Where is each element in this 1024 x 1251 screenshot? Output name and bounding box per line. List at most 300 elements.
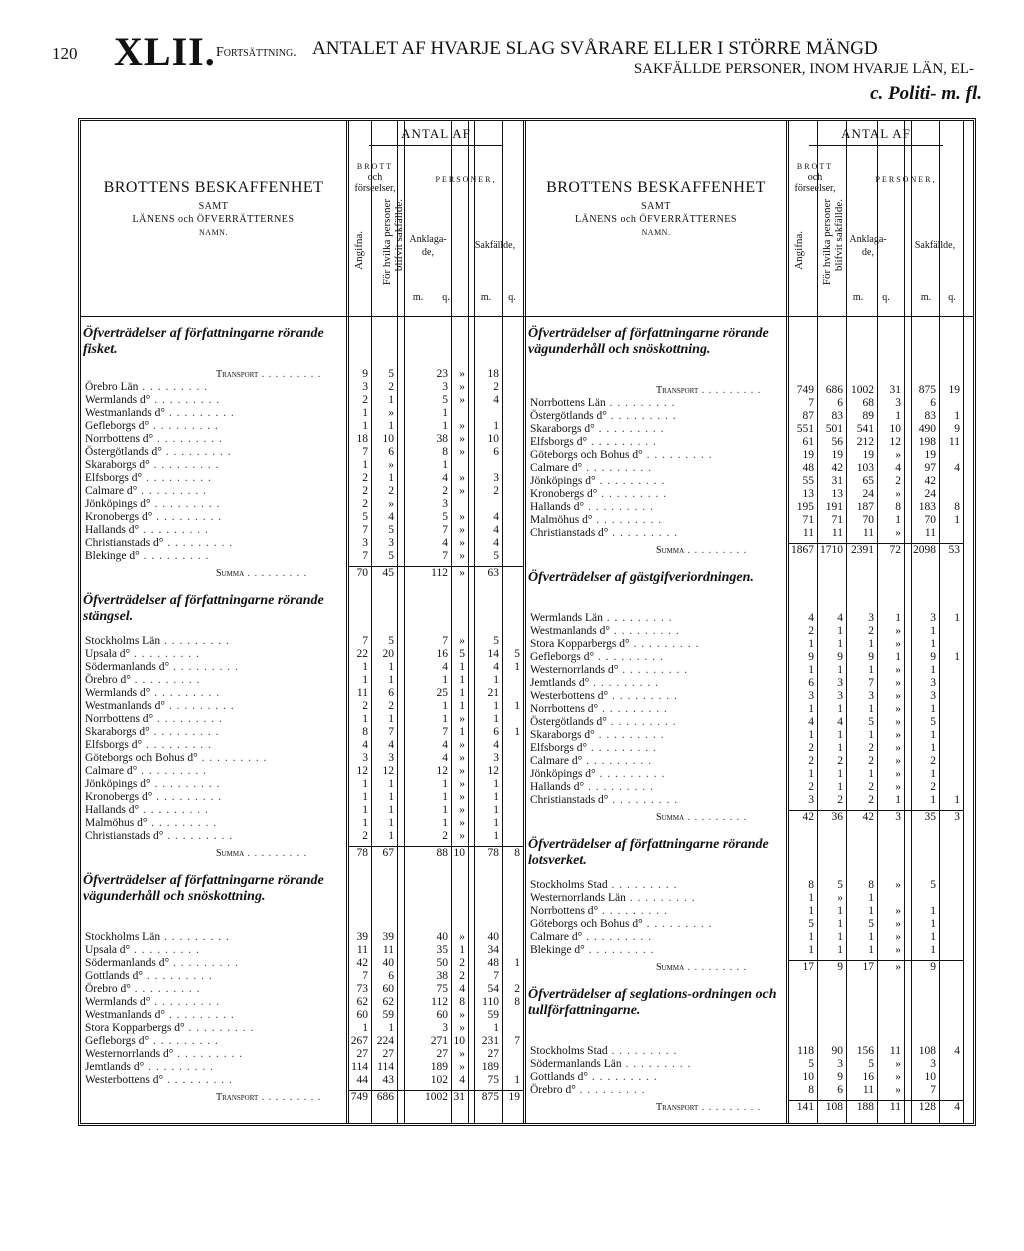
row-label xyxy=(530,703,668,716)
row-label xyxy=(85,687,220,700)
value-cell: 97 xyxy=(924,462,936,474)
value-cell: 7 xyxy=(388,726,394,738)
value-cell: 5 xyxy=(388,635,394,647)
leader-dots: . . . . . . . . . xyxy=(150,778,221,790)
leader-dots: . . . . . . . . . xyxy=(169,661,239,673)
table-row xyxy=(81,635,523,648)
row-label xyxy=(530,768,665,781)
row-label xyxy=(85,485,207,498)
value-cell: 4 xyxy=(493,537,499,549)
row-label-text: Wermlands d° xyxy=(85,687,151,699)
value-cell: 3 xyxy=(930,612,936,624)
row-label-text: Norrbottens Län xyxy=(530,397,606,409)
value-cell: 11 xyxy=(889,1045,901,1057)
leader-dots: . . . . . . . . . xyxy=(584,501,654,513)
value-cell: 3 xyxy=(837,677,843,689)
table-row xyxy=(526,1058,1024,1071)
value-cell: 5 xyxy=(442,394,448,406)
row-label-text: Calmare d° xyxy=(530,931,583,943)
brott-label: BROTT xyxy=(796,162,834,171)
row-label xyxy=(530,1058,691,1071)
value-cell: 4 xyxy=(837,716,843,728)
row-label-text: Norrbottens d° xyxy=(530,703,599,715)
value-cell: 3 xyxy=(493,472,499,484)
value-cell: 1 xyxy=(868,944,874,956)
value-cell: 1 xyxy=(459,944,465,956)
leader-dots: . . . . . . . . . xyxy=(137,765,207,777)
summary-row xyxy=(81,567,523,580)
value-cell: 1 xyxy=(459,687,465,699)
leader-dots: . . . . . . . . . xyxy=(152,791,223,803)
value-cell: 4 xyxy=(459,1074,465,1086)
row-label-text: Summa xyxy=(216,848,245,859)
row-label-text: Transport xyxy=(656,385,699,396)
value-cell: 11 xyxy=(356,944,368,956)
value-cell: 7 xyxy=(808,397,814,409)
value-cell: 1 xyxy=(514,700,520,712)
row-label-text: Elfsborgs d° xyxy=(530,742,588,754)
row-label xyxy=(656,811,747,824)
value-cell: 27 xyxy=(382,1048,394,1060)
row-label xyxy=(85,1009,235,1022)
value-cell: 56 xyxy=(831,436,843,448)
value-cell: 2 xyxy=(895,475,901,487)
leader-dots: . . . . . . . . . xyxy=(610,625,680,637)
value-cell: 31 xyxy=(889,384,901,396)
value-cell: 1 xyxy=(493,830,499,842)
row-label xyxy=(85,957,239,970)
value-cell: 16 xyxy=(436,648,448,660)
value-cell: 7 xyxy=(868,677,874,689)
table-row xyxy=(81,394,523,407)
value-cell: » xyxy=(895,1058,901,1070)
row-label-text: Transport xyxy=(216,1092,259,1103)
value-cell: 4 xyxy=(954,1045,960,1057)
leader-dots: . . . . . . . . . xyxy=(163,537,234,549)
value-cell: 1 xyxy=(493,420,499,432)
value-cell: 1 xyxy=(442,778,448,790)
value-cell: 89 xyxy=(862,410,874,422)
value-cell: 5 xyxy=(514,648,520,660)
leader-dots: . . . . . . . . . xyxy=(582,755,652,767)
value-cell: » xyxy=(895,768,901,780)
table-row xyxy=(81,817,523,830)
value-cell: » xyxy=(895,664,901,676)
table-row xyxy=(81,1074,523,1087)
header-angifna: Angifna. xyxy=(353,231,365,270)
value-cell: 9 xyxy=(954,423,960,435)
antal-underline xyxy=(809,145,943,146)
row-label xyxy=(85,700,235,713)
row-label xyxy=(85,752,267,765)
value-cell: 43 xyxy=(382,1074,394,1086)
value-cell: 19 xyxy=(831,449,843,461)
header-anklagade: Anklaga-de, xyxy=(409,234,447,258)
table-row xyxy=(81,970,523,983)
value-cell: 63 xyxy=(487,567,499,579)
value-cell: 24 xyxy=(924,488,936,500)
value-cell: 1 xyxy=(493,804,499,816)
row-label-text: Stockholms Län xyxy=(85,635,161,647)
leader-dots: . . . . . . . . . xyxy=(595,475,666,487)
header-q-unit: q. xyxy=(442,292,450,303)
value-cell: 3 xyxy=(930,1058,936,1070)
table-row xyxy=(81,1022,523,1035)
value-cell: 4 xyxy=(808,612,814,624)
row-label-text: Westerbottens d° xyxy=(530,690,609,702)
row-label-text: Södermanlands Län xyxy=(530,1058,622,1070)
value-cell: 1 xyxy=(362,407,368,419)
value-cell: 114 xyxy=(351,1061,368,1073)
table-row xyxy=(526,768,1024,781)
header-brott-forseelser xyxy=(789,161,841,194)
value-cell: 3 xyxy=(930,677,936,689)
row-label xyxy=(85,511,222,524)
value-cell: 4 xyxy=(493,511,499,523)
value-cell: 45 xyxy=(382,567,394,579)
value-cell: 7 xyxy=(442,550,448,562)
value-cell: » xyxy=(895,905,901,917)
value-cell: 2 xyxy=(493,381,499,393)
value-cell: 1 xyxy=(442,420,448,432)
header-sakfallde: Sakfällde, xyxy=(474,240,516,251)
value-cell: 7 xyxy=(930,1084,936,1096)
row-label-text: Jemtlands d° xyxy=(85,1061,145,1073)
table-row xyxy=(526,781,1024,794)
row-label-text: Transport xyxy=(216,369,259,380)
value-cell: 2 xyxy=(388,485,394,497)
value-cell: 1 xyxy=(895,410,901,422)
value-cell: 18 xyxy=(487,368,499,380)
value-cell: 75 xyxy=(487,1074,499,1086)
value-cell: 71 xyxy=(802,514,814,526)
value-cell: 1 xyxy=(837,625,843,637)
value-cell: » xyxy=(895,638,901,650)
row-label xyxy=(85,381,208,394)
summary-row xyxy=(526,1101,1024,1114)
row-label-text: Göteborgs och Bohus d° xyxy=(530,918,643,930)
row-label-text: Wermlands d° xyxy=(85,996,151,1008)
value-cell: 11 xyxy=(382,944,394,956)
section-heading: Öfverträdelser af författningarne rörande vägunderhåll och snöskottning. xyxy=(83,873,324,904)
leader-dots: . . . . . . . . . xyxy=(165,407,235,419)
value-cell: 5 xyxy=(388,524,394,536)
value-cell: 9 xyxy=(837,651,843,663)
value-cell: » xyxy=(459,433,465,445)
leader-dots: . . . . . . . . . xyxy=(625,892,696,904)
value-cell: 4 xyxy=(808,716,814,728)
value-cell: » xyxy=(459,446,465,458)
leader-dots: . . . . . . . . . xyxy=(147,817,218,829)
row-label xyxy=(85,394,220,407)
table-row xyxy=(526,449,1024,462)
value-cell: 1 xyxy=(388,420,394,432)
value-cell: 11 xyxy=(924,527,936,539)
value-cell: 1 xyxy=(493,778,499,790)
value-cell: 1 xyxy=(442,791,448,803)
row-label xyxy=(530,931,652,944)
leader-dots: . . . . . . . . . xyxy=(605,397,676,409)
value-cell: 19 xyxy=(948,384,960,396)
table-row xyxy=(526,703,1024,716)
value-cell: 35 xyxy=(924,811,936,823)
value-cell: 6 xyxy=(808,677,814,689)
value-cell: 2 xyxy=(362,394,368,406)
value-cell: » xyxy=(895,449,901,461)
row-label xyxy=(85,1048,243,1061)
value-cell: 38 xyxy=(436,970,448,982)
header-brottens: BROTTENS BESKAFFENHET xyxy=(546,179,766,196)
value-cell: 1 xyxy=(930,742,936,754)
table-row xyxy=(526,794,1024,807)
row-label-text: Hallands d° xyxy=(530,781,585,793)
header-samt: SAMT xyxy=(641,201,671,212)
row-label xyxy=(85,537,233,550)
table-row xyxy=(526,527,1024,540)
row-label-text: Stora Kopparbergs d° xyxy=(85,1022,185,1034)
header-lanens: LÄNENS och ÖFVERRÄTTERNES xyxy=(132,214,295,225)
leader-dots: . . . . . . . . . xyxy=(144,1061,214,1073)
value-cell: 5 xyxy=(837,879,843,891)
leader-dots: . . . . . . . . . xyxy=(608,690,678,702)
row-label xyxy=(656,1101,761,1114)
leader-dots: . . . . . . . . . xyxy=(160,931,230,943)
value-cell: » xyxy=(459,804,465,816)
value-cell: 1 xyxy=(808,638,814,650)
value-cell: 6 xyxy=(930,397,936,409)
table-row xyxy=(526,931,1024,944)
table-row xyxy=(81,459,523,472)
row-label xyxy=(530,677,659,690)
value-cell: 1 xyxy=(493,713,499,725)
value-cell: 5 xyxy=(808,1058,814,1070)
value-cell: 118 xyxy=(797,1045,814,1057)
value-cell: 9 xyxy=(930,651,936,663)
leader-dots: . . . . . . . . . xyxy=(165,1009,235,1021)
row-label xyxy=(530,781,654,794)
value-cell: » xyxy=(459,830,465,842)
leader-dots: . . . . . . . . . xyxy=(684,962,748,973)
row-label-text: Örebro d° xyxy=(530,1084,576,1096)
value-cell: » xyxy=(459,381,465,393)
value-cell: 1 xyxy=(388,472,394,484)
value-cell: 4 xyxy=(388,511,394,523)
value-cell: 8 xyxy=(808,879,814,891)
row-label xyxy=(530,690,678,703)
leader-dots: . . . . . . . . . xyxy=(163,830,234,842)
value-cell: 1 xyxy=(808,729,814,741)
value-cell: 2 xyxy=(930,781,936,793)
value-cell: 1 xyxy=(837,638,843,650)
table-row xyxy=(81,537,523,550)
value-cell: 2 xyxy=(442,830,448,842)
value-cell: 1 xyxy=(388,778,394,790)
leader-dots: . . . . . . . . . xyxy=(152,511,223,523)
leader-dots: . . . . . . . . . xyxy=(587,1071,658,1083)
row-label-text: Summa xyxy=(216,568,245,579)
leader-dots: . . . . . . . . . xyxy=(607,1045,678,1057)
value-cell: 35 xyxy=(436,944,448,956)
value-cell: » xyxy=(895,677,901,689)
leader-dots: . . . . . . . . . xyxy=(684,812,748,823)
leader-dots: . . . . . . . . . xyxy=(597,488,668,500)
value-cell: 1 xyxy=(930,729,936,741)
leader-dots: . . . . . . . . . xyxy=(149,459,220,471)
row-label xyxy=(85,407,235,420)
value-cell: 4 xyxy=(459,983,465,995)
row-label-text: Summa xyxy=(656,545,685,556)
value-cell: 19 xyxy=(862,449,874,461)
leader-dots: . . . . . . . . . xyxy=(606,410,677,422)
value-cell: 7 xyxy=(362,550,368,562)
row-label-text: Westernorrlands d° xyxy=(530,664,619,676)
value-cell: 191 xyxy=(825,501,843,513)
value-cell: 3 xyxy=(442,498,448,510)
table-row xyxy=(81,433,523,446)
value-cell: 4 xyxy=(442,752,448,764)
value-cell: 12 xyxy=(889,436,901,448)
value-cell: 17 xyxy=(862,961,874,973)
row-label xyxy=(85,433,223,446)
value-cell: » xyxy=(459,791,465,803)
value-cell: 2 xyxy=(362,498,368,510)
row-label-text: Summa xyxy=(656,812,685,823)
value-cell: 5 xyxy=(459,648,465,660)
value-cell: 40 xyxy=(382,957,394,969)
title-line-1: ANTALET AF HVARJE SLAG SVÅRARE ELLER I STÖRRE MÄNGD xyxy=(312,38,878,59)
header-antal-af: ANTAL AF xyxy=(841,126,911,141)
value-cell: » xyxy=(895,729,901,741)
value-cell: 5 xyxy=(868,1058,874,1070)
value-cell: 1 xyxy=(362,1022,368,1034)
leader-dots: . . . . . . . . . xyxy=(629,638,700,650)
value-cell: 2 xyxy=(868,781,874,793)
value-cell: » xyxy=(895,755,901,767)
row-label-text: Norrbottens d° xyxy=(530,905,599,917)
value-cell: 10 xyxy=(889,423,901,435)
row-label-text: Östergötlands d° xyxy=(85,446,162,458)
row-label-text: Gottlands d° xyxy=(530,1071,588,1083)
leader-dots: . . . . . . . . . xyxy=(592,514,663,526)
value-cell: 5 xyxy=(493,635,499,647)
section-heading: Öfverträdelser af seglations-ordningen och tullförfattningarne. xyxy=(528,987,777,1018)
row-label-text: Wermlands Län xyxy=(530,612,603,624)
value-cell: 112 xyxy=(431,567,448,579)
row-label xyxy=(85,1061,214,1074)
row-label xyxy=(85,996,220,1009)
leader-dots: . . . . . . . . . xyxy=(138,381,209,393)
value-cell: 59 xyxy=(382,1009,394,1021)
value-cell: 4 xyxy=(837,612,843,624)
table-row xyxy=(526,410,1024,423)
value-cell: » xyxy=(837,892,843,904)
table-row xyxy=(81,983,523,996)
table-row xyxy=(526,397,1024,410)
summary-row xyxy=(526,811,1024,824)
value-cell: 1 xyxy=(837,742,843,754)
value-cell: 187 xyxy=(856,501,874,513)
continuation-label: Fortsättning. xyxy=(216,45,297,60)
value-cell: 686 xyxy=(825,384,843,396)
row-label-text: Transport xyxy=(656,1102,699,1113)
table-row xyxy=(526,879,1024,892)
value-cell: 1 xyxy=(930,944,936,956)
value-cell: 5 xyxy=(868,918,874,930)
value-cell: 1 xyxy=(868,729,874,741)
leader-dots: . . . . . . . . . xyxy=(606,716,677,728)
value-cell: 1 xyxy=(837,931,843,943)
row-label-text: Stockholms Stad xyxy=(530,879,608,891)
value-cell: » xyxy=(895,703,901,715)
summary-row xyxy=(526,544,1024,557)
value-cell: 1 xyxy=(837,729,843,741)
leader-dots: . . . . . . . . . xyxy=(137,485,207,497)
value-cell: 10 xyxy=(802,1071,814,1083)
value-cell: 5 xyxy=(808,918,814,930)
value-cell: 2098 xyxy=(913,544,936,556)
table-row xyxy=(81,944,523,957)
summary-row xyxy=(81,847,523,860)
table-row xyxy=(81,1061,523,1074)
table-row xyxy=(526,944,1024,957)
section-heading: Öfverträdelser af författningarne rörande vägunderhåll och snöskottning. xyxy=(528,326,769,357)
value-cell: » xyxy=(895,879,901,891)
row-label-text: Gefleborgs d° xyxy=(85,420,150,432)
row-label-text: Östergötlands d° xyxy=(530,716,607,728)
row-label xyxy=(530,879,677,892)
row-label xyxy=(656,961,747,974)
table-row xyxy=(81,407,523,420)
value-cell: 2391 xyxy=(851,544,874,556)
row-label xyxy=(85,648,200,661)
row-label-text: Westmanlands d° xyxy=(85,407,166,419)
row-label xyxy=(85,1035,219,1048)
row-label xyxy=(530,944,655,957)
value-cell: 103 xyxy=(856,462,874,474)
leader-dots: . . . . . . . . . xyxy=(684,545,748,556)
row-label xyxy=(85,817,217,830)
value-cell: » xyxy=(388,498,394,510)
value-cell: » xyxy=(459,368,465,380)
value-cell: 2 xyxy=(868,794,874,806)
row-label xyxy=(530,918,712,931)
value-cell: » xyxy=(459,739,465,751)
leader-dots: . . . . . . . . . xyxy=(598,905,668,917)
value-cell: 3 xyxy=(808,794,814,806)
row-label-text: Jönköpings d° xyxy=(530,475,596,487)
value-cell: 1 xyxy=(954,651,960,663)
value-cell: » xyxy=(459,1061,465,1073)
value-cell: 67 xyxy=(382,847,394,859)
row-label-text: Westernorrlands Län xyxy=(530,892,626,904)
value-cell: 65 xyxy=(862,475,874,487)
value-cell: 1 xyxy=(868,703,874,715)
section-heading: Öfverträdelser af författningarne rörande lotsverket. xyxy=(528,837,769,868)
row-label-text: Christianstads d° xyxy=(530,527,609,539)
leader-dots: . . . . . . . . . xyxy=(142,739,212,751)
header-q-unit: q. xyxy=(882,292,890,303)
value-cell: 1 xyxy=(837,918,843,930)
value-cell: 875 xyxy=(918,384,936,396)
value-cell: 231 xyxy=(481,1035,499,1047)
value-cell: 50 xyxy=(436,957,448,969)
leader-dots: . . . . . . . . . xyxy=(594,423,665,435)
row-label-text: Gefleborgs d° xyxy=(85,1035,150,1047)
row-label-text: Göteborgs och Bohus d° xyxy=(530,449,643,461)
row-label xyxy=(530,514,662,527)
leader-dots: . . . . . . . . . xyxy=(607,879,678,891)
leader-dots: . . . . . . . . . xyxy=(163,1074,233,1086)
